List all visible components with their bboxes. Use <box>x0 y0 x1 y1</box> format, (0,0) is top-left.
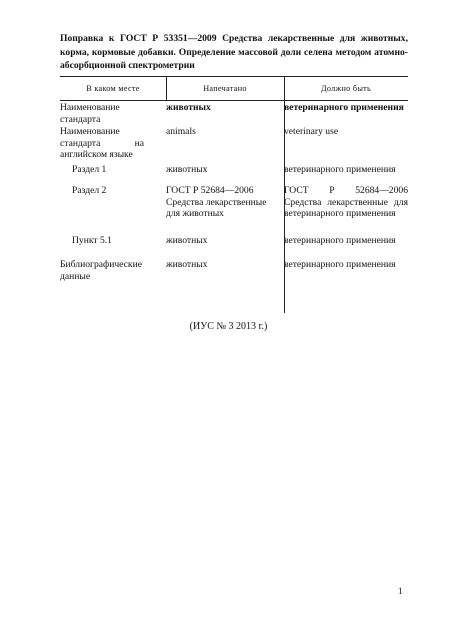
page-number: 1 <box>398 586 403 596</box>
table-header-rule <box>60 100 408 101</box>
header-should-be: Должно быть <box>320 83 372 93</box>
cell-should-be: ГОСТ Р 52684—2006 Средства лекарственные для ветеринарного применения <box>284 185 408 220</box>
cell-printed: animals <box>166 126 196 137</box>
cell-location: Наименование стандарта <box>60 102 120 125</box>
cell-location: Библиографические данные <box>60 259 142 282</box>
cell-printed: животных <box>166 164 208 175</box>
header-location: В каком месте <box>86 83 140 93</box>
cell-should-be: ветеринарного применения <box>284 102 404 113</box>
cell-location: Пункт 5.1 <box>72 235 112 246</box>
cell-printed: животных <box>166 235 208 246</box>
cell-location: Раздел 2 <box>72 185 107 196</box>
cell-should-be: ветеринарного применения <box>284 235 396 246</box>
cell-location: Раздел 1 <box>72 164 107 175</box>
document-title: Поправка к ГОСТ Р 53351—2009 Средства лекарственные для животных, корма, кормовые добавки. Определение массовой доли селена методом атомно-абсорбционной спектрометрии <box>60 33 408 71</box>
cell-printed: животных <box>166 102 211 113</box>
cell-should-be: veterinary use <box>284 126 339 137</box>
cell-should-be: ветеринарного применения <box>284 259 396 270</box>
publication-note: (ИУС № 3 2013 г.) <box>189 321 268 332</box>
cell-printed: животных <box>166 259 208 270</box>
cell-should-be: ветеринарного применения <box>284 164 396 175</box>
cell-location: Наименование стандарта на английском языке <box>60 126 144 161</box>
header-printed: Напечатано <box>203 83 247 93</box>
cell-printed: ГОСТ Р 52684—2006 Средства лекарственные для животных <box>166 185 267 220</box>
